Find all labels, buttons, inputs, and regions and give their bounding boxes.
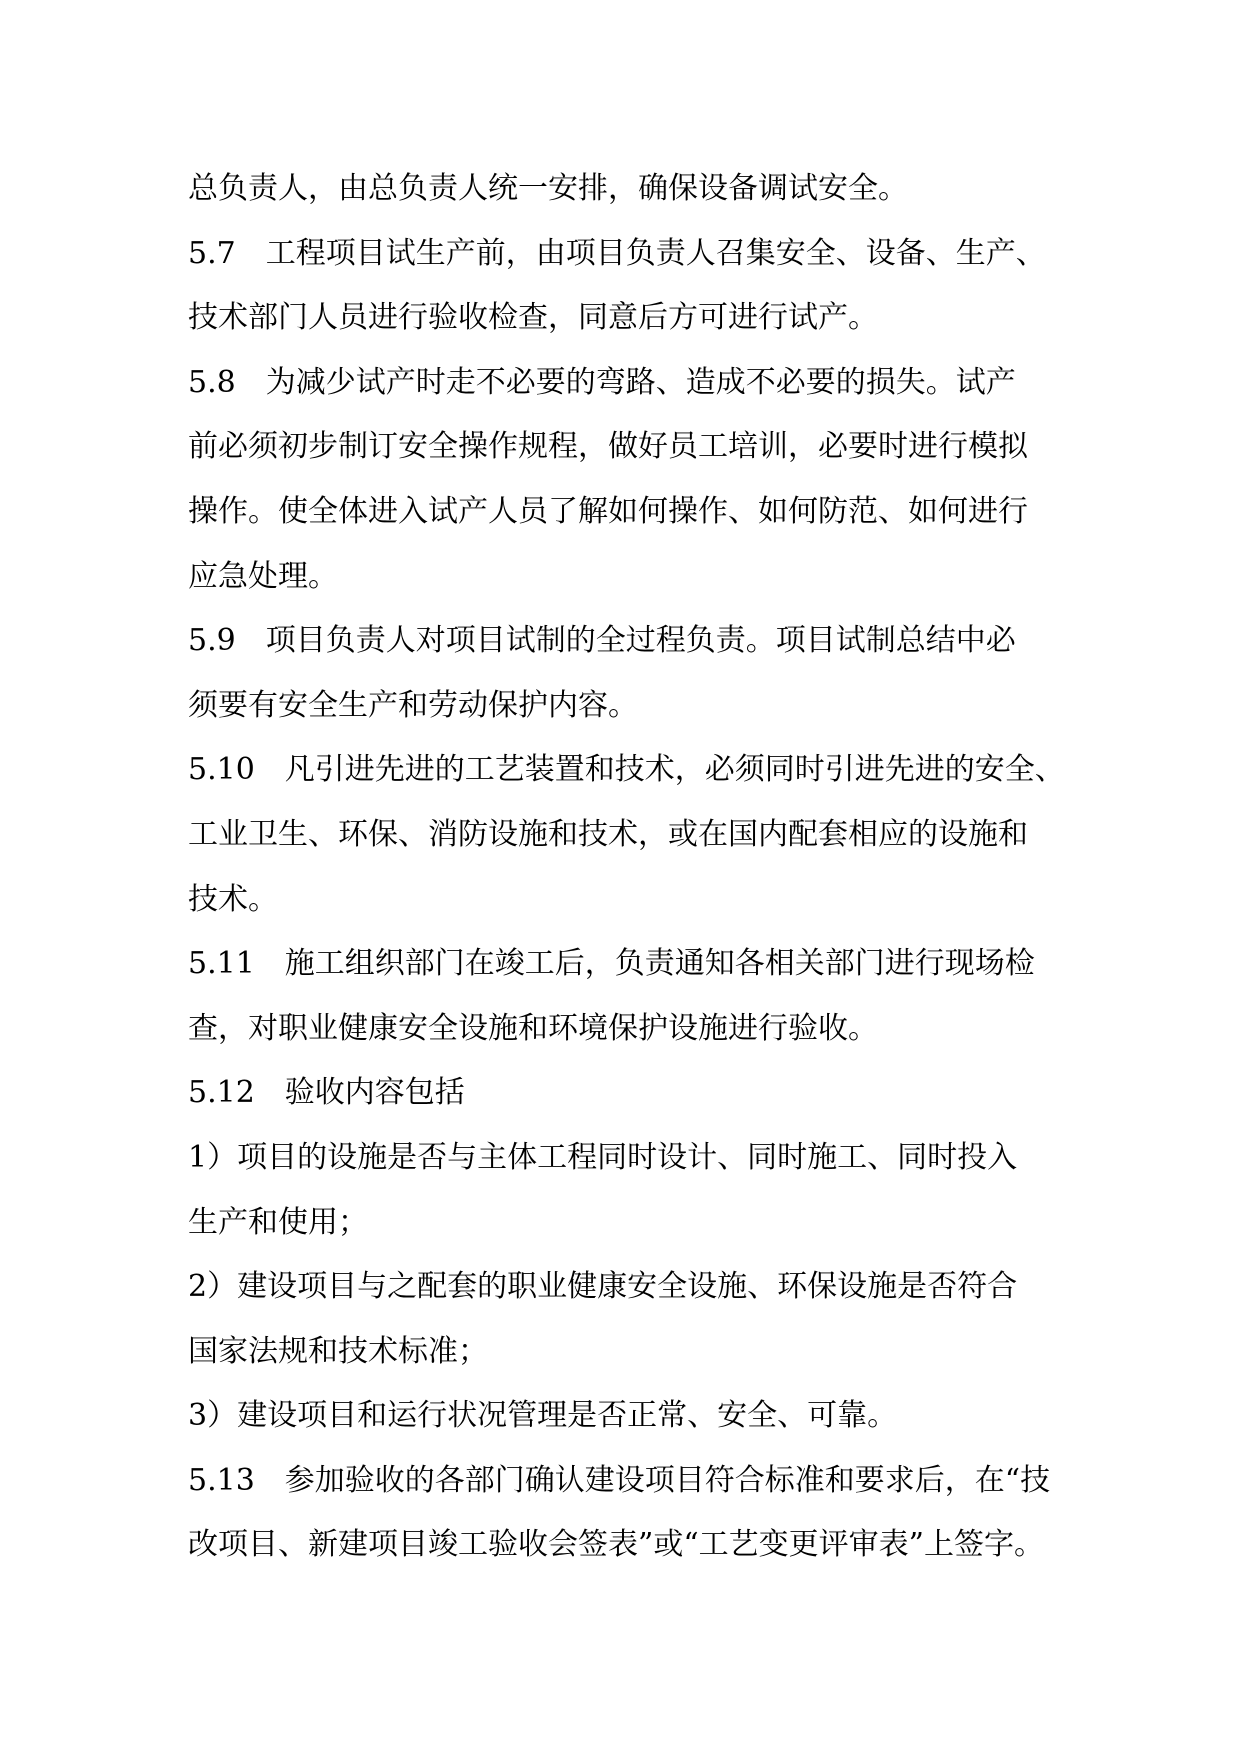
text-line: 1）项目的设施是否与主体工程同时设计、同时施工、同时投入: [188, 1139, 1018, 1175]
text-line: 应急处理。: [188, 558, 338, 594]
text-line: 5.9 项目负责人对项目试制的全过程负责。项目试制总结中必: [188, 623, 1016, 659]
text-line: 工业卫生、环保、消防设施和技术，或在国内配套相应的设施和: [188, 816, 1028, 852]
text-line: 操作。使全体进入试产人员了解如何操作、如何防范、如何进行: [188, 493, 1028, 529]
text-line: 5.8 为减少试产时走不必要的弯路、造成不必要的损失。试产: [188, 364, 1016, 400]
document-body: [188, 157, 1088, 1578]
text-line: 生产和使用；: [188, 1204, 368, 1240]
text-line: 5.10 凡引进先进的工艺装置和技术，必须同时引进先进的安全、: [188, 752, 1065, 788]
text-line: 5.12 验收内容包括: [188, 1075, 465, 1111]
text-line: 3）建设项目和运行状况管理是否正常、安全、可靠。: [188, 1398, 898, 1434]
text-line: 改项目、新建项目竣工验收会签表”或“工艺变更评审表”上签字。: [188, 1527, 1045, 1563]
text-line: 5.11 施工组织部门在竣工后，负责通知各相关部门进行现场检: [188, 946, 1035, 982]
text-line: 5.13 参加验收的各部门确认建设项目符合标准和要求后，在“技: [188, 1462, 1051, 1498]
text-line: 查，对职业健康安全设施和环境保护设施进行验收。: [188, 1010, 878, 1046]
text-line: 国家法规和技术标准；: [188, 1333, 488, 1369]
text-line: 5.7 工程项目试生产前，由项目负责人召集安全、设备、生产、: [188, 235, 1046, 271]
text-line: 2）建设项目与之配套的职业健康安全设施、环保设施是否符合: [188, 1269, 1018, 1305]
text-line: 须要有安全生产和劳动保护内容。: [188, 687, 638, 723]
text-line: 总负责人，由总负责人统一安排，确保设备调试安全。: [188, 171, 908, 206]
text-line: 技术。: [188, 881, 278, 917]
text-line: 技术部门人员进行验收检查，同意后方可进行试产。: [188, 300, 878, 336]
text-line: 前必须初步制订安全操作规程，做好员工培训，必要时进行模拟: [188, 429, 1028, 465]
